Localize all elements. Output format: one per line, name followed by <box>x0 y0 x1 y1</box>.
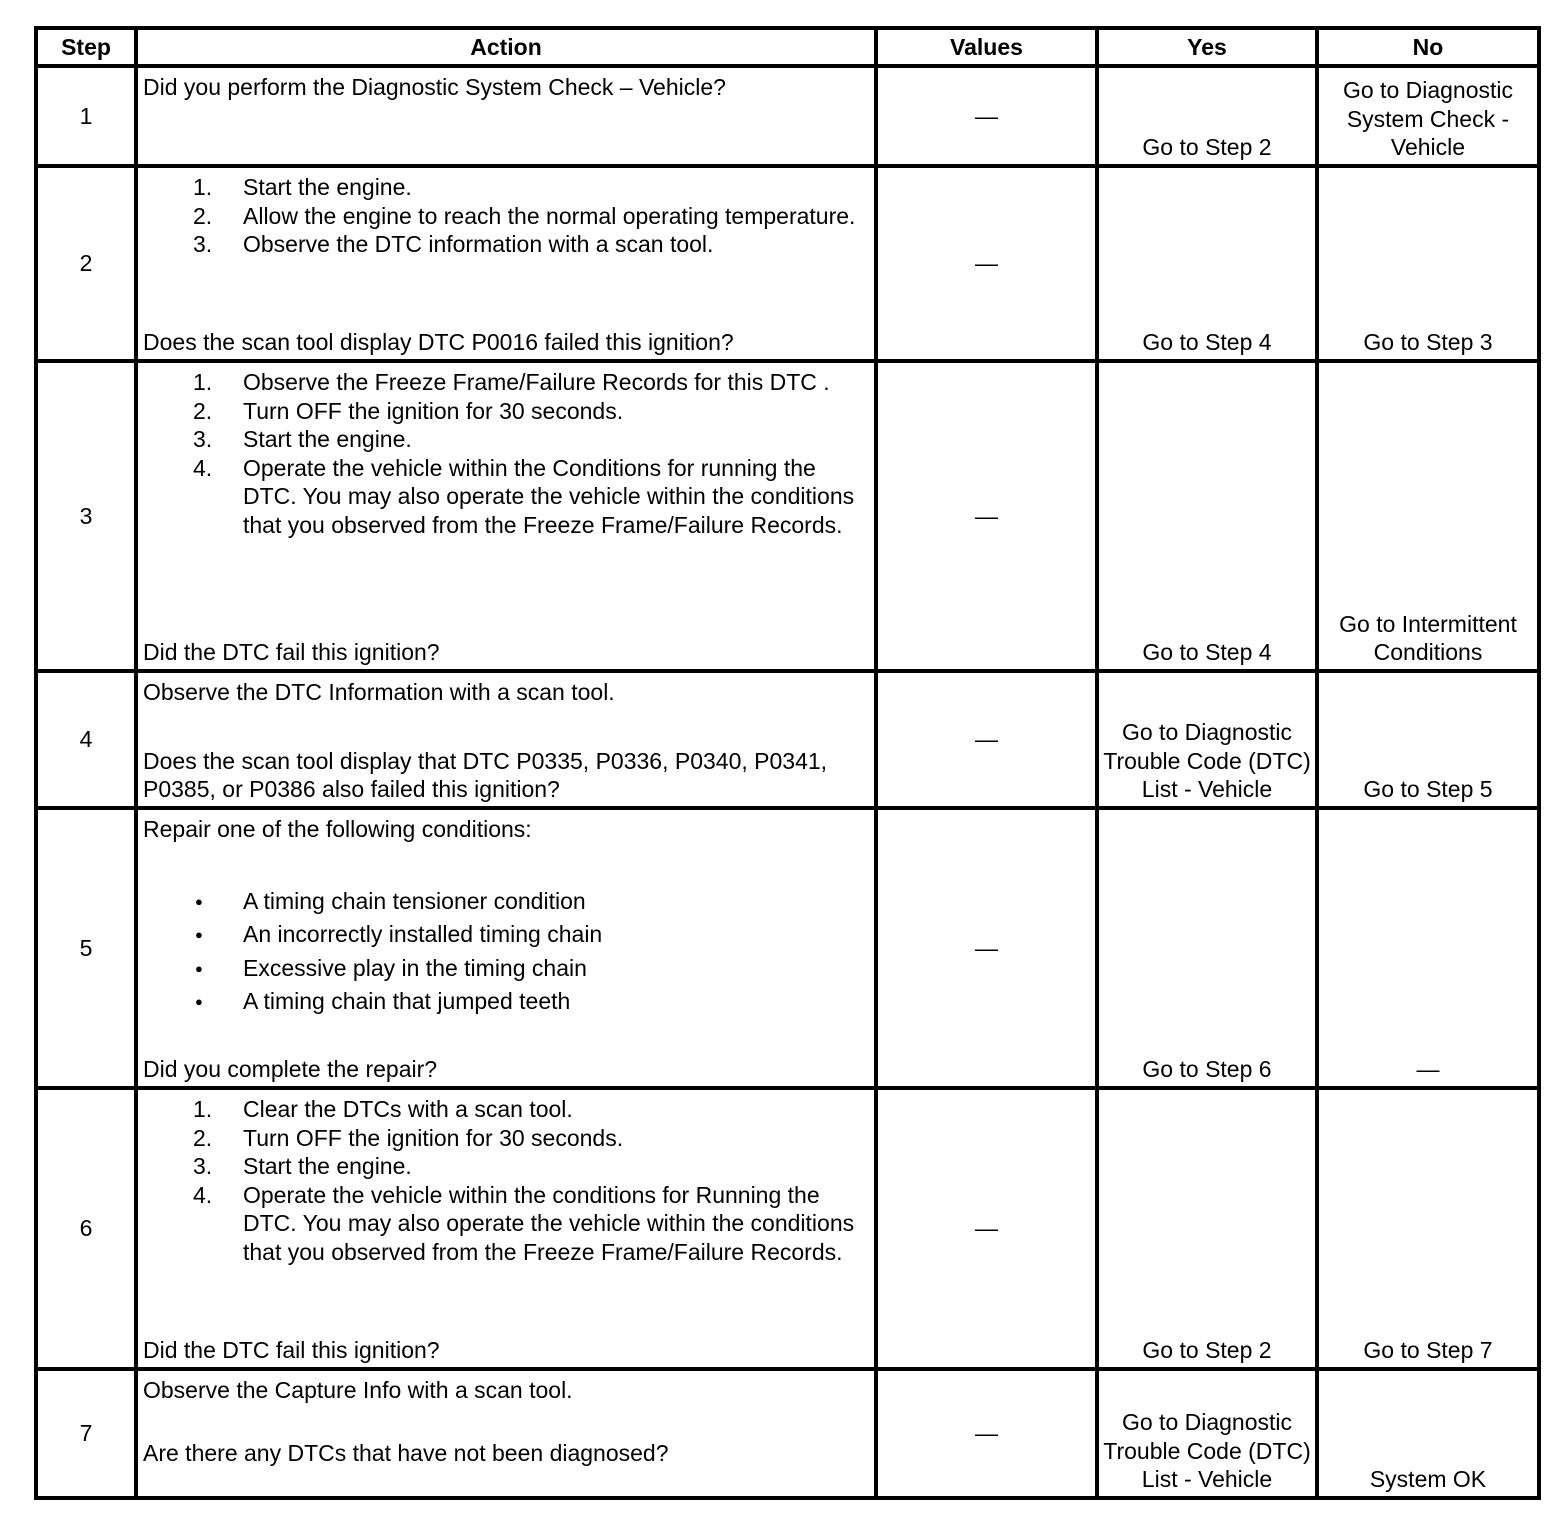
header-values: Values <box>876 28 1097 66</box>
header-step: Step <box>36 28 136 66</box>
step-number: 3 <box>36 361 136 671</box>
list-item: 1. Clear the DTCs with a scan tool. <box>193 1096 573 1122</box>
action-question: Did you complete the repair? <box>143 1056 438 1083</box>
yes-text: Go to Step 2 <box>1142 1337 1272 1364</box>
table-row <box>36 671 1539 808</box>
yes-text: Go to Step 4 <box>1142 639 1272 666</box>
values-cell: — <box>876 1088 1097 1369</box>
action-question: Are there any DTCs that have not been diagnosed? <box>143 1440 669 1467</box>
list-item: 1. Start the engine. <box>193 174 412 200</box>
yes-cell <box>1097 1088 1317 1369</box>
procedure-list <box>143 173 870 259</box>
table-row <box>36 66 1539 166</box>
table-row <box>36 166 1539 361</box>
header-row <box>36 28 1539 66</box>
action-text: Repair one of the following conditions: <box>143 816 532 842</box>
list-item: ● A timing chain that jumped teeth <box>143 985 870 1019</box>
no-cell <box>1317 1369 1539 1498</box>
no-text: Go to Intermittent Conditions <box>1339 610 1517 666</box>
no-text: System OK <box>1369 1466 1487 1493</box>
yes-cell <box>1097 166 1317 361</box>
values-cell: — <box>876 66 1097 166</box>
no-text: — <box>1416 1056 1440 1083</box>
no-cell <box>1317 361 1539 671</box>
step-number: 4 <box>36 671 136 808</box>
table-row <box>36 1369 1539 1498</box>
list-item: 2. Turn OFF the ignition for 30 seconds. <box>193 1124 624 1151</box>
condition-list <box>143 885 870 1019</box>
list-item: ● An incorrectly installed timing chain <box>143 918 870 952</box>
action-question: Did the DTC fail this ignition? <box>143 1337 440 1364</box>
procedure-list <box>143 1095 870 1267</box>
values-cell: — <box>876 1369 1097 1498</box>
action-cell <box>136 808 876 1088</box>
yes-cell <box>1097 808 1317 1088</box>
action-cell <box>136 166 876 361</box>
step-number: 2 <box>36 166 136 361</box>
no-cell <box>1317 671 1539 808</box>
header-action: Action <box>136 28 876 66</box>
list-item: 2. Turn OFF the ignition for 30 seconds. <box>193 397 624 424</box>
action-cell <box>136 361 876 671</box>
list-item: 4. Operate the vehicle within the conditions for Running the DTC. You may also operate the vehicle within the conditions that you observed from the Freeze Frame/Failure Records. <box>193 1181 855 1265</box>
yes-text: Go to Step 4 <box>1142 329 1272 356</box>
table-row <box>36 1088 1539 1369</box>
no-text: Go to Diagnostic System Check - Vehicle <box>1342 77 1514 161</box>
procedure-list <box>143 368 870 540</box>
yes-cell <box>1097 66 1317 166</box>
values-cell: — <box>876 808 1097 1088</box>
values-cell: — <box>876 671 1097 808</box>
values-cell: — <box>876 166 1097 361</box>
list-item: 3. Observe the DTC information with a scan tool. <box>193 231 714 258</box>
step-number: 6 <box>36 1088 136 1369</box>
yes-text: Go to Step 6 <box>1142 1056 1272 1083</box>
no-cell <box>1317 1088 1539 1369</box>
no-text: Go to Step 5 <box>1363 776 1493 803</box>
yes-text: Go to Step 2 <box>1142 134 1272 161</box>
list-item: 2. Allow the engine to reach the normal operating temperature. <box>193 202 856 229</box>
action-text: Observe the Capture Info with a scan tool. <box>143 1377 573 1403</box>
step-number: 1 <box>36 66 136 166</box>
list-item: 3. Start the engine. <box>193 1153 412 1180</box>
list-item: 3. Start the engine. <box>193 426 412 453</box>
action-cell <box>136 66 876 166</box>
yes-cell <box>1097 1369 1317 1498</box>
action-text: Did you perform the Diagnostic System Check – Vehicle? <box>143 74 726 100</box>
no-cell <box>1317 66 1539 166</box>
yes-text: Go to Diagnostic Trouble Code (DTC) List - Vehicle <box>1103 719 1311 803</box>
header-no: No <box>1317 28 1539 66</box>
yes-cell <box>1097 361 1317 671</box>
action-cell <box>136 1088 876 1369</box>
action-cell <box>136 1369 876 1498</box>
action-question: Does the scan tool display DTC P0016 failed this ignition? <box>143 329 734 356</box>
header-yes: Yes <box>1097 28 1317 66</box>
list-item: ● A timing chain tensioner condition <box>143 885 870 919</box>
action-question: Does the scan tool display that DTC P0335, P0336, P0340, P0341, P0385, or P0386 also failed this ignition? <box>143 747 828 803</box>
action-text: Observe the DTC Information with a scan tool. <box>143 679 615 705</box>
list-item: 1. Observe the Freeze Frame/Failure Records for this DTC . <box>193 369 830 395</box>
diagnostic-table <box>34 26 1541 1500</box>
list-item: ● Excessive play in the timing chain <box>143 952 870 986</box>
step-number: 5 <box>36 808 136 1088</box>
no-cell <box>1317 808 1539 1088</box>
action-question: Did the DTC fail this ignition? <box>143 639 440 666</box>
step-number: 7 <box>36 1369 136 1498</box>
no-text: Go to Step 7 <box>1363 1337 1493 1364</box>
table-row <box>36 361 1539 671</box>
yes-text: Go to Diagnostic Trouble Code (DTC) List - Vehicle <box>1103 1409 1311 1493</box>
yes-cell <box>1097 671 1317 808</box>
table-row <box>36 808 1539 1088</box>
list-item: 4. Operate the vehicle within the Conditions for running the DTC. You may also operate the vehicle within the conditions that you observed from the Freeze Frame/Failure Records. <box>193 454 855 538</box>
action-cell <box>136 671 876 808</box>
no-text: Go to Step 3 <box>1363 329 1493 356</box>
no-cell <box>1317 166 1539 361</box>
values-cell: — <box>876 361 1097 671</box>
